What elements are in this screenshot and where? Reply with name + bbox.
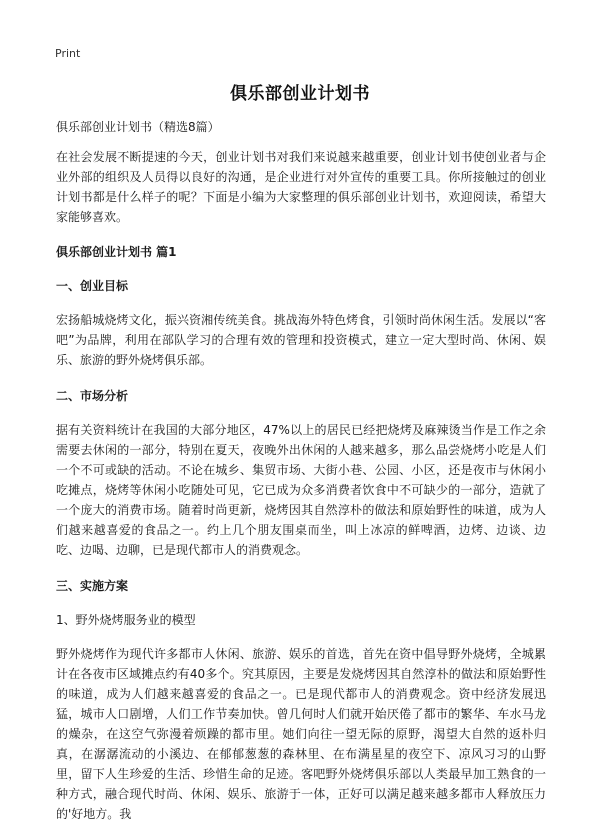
section-heading-plan: 三、实施方案 (56, 579, 129, 593)
section-goal-text: 宏扬船城烧烤文化，振兴资湘传统美食。挑战海外特色烤食，引领时尚休闲生活。发展以“客吧”为品牌，利用在部队学习的合理有效的管理和投资模式，建立一定大型时尚、休闲、娱乐、旅游的野外烧烤俱乐部。 (56, 313, 546, 367)
document-subtitle: 俱乐部创业计划书（精选8篇） (56, 120, 220, 134)
section-heading-market: 二、市场分析 (56, 389, 129, 403)
document-title: 俱乐部创业计划书 (230, 84, 370, 104)
document-body (56, 117, 546, 824)
section-market-text: 据有关资料统计在我国的大部分地区，47%以上的居民已经把烧烤及麻辣烫当作是工作之余需要去休闲的一部分，特别在夏天，夜晚外出休闲的人越来越多，那么品尝烧烤小吃是人们一个不可或缺的活动。不论在城乡、集贸市场、大街小巷、公园、小区，还是夜市与休闲小吃摊点，烧烤等休闲小吃随处可见，它已成为众多消费者饮食中不可缺少的一部分，造就了一个庞大的消费市场。随着时尚更新，烧烤因其自然淳朴的做法和原始野性的味道，成为人们越来越喜爱的食品之一。约上几个朋友围桌而坐，叫上冰凉的鲜啤酒，边烤、边谈、边吃、边喝、边聊，已是现代都市人的消费观念。 (56, 423, 546, 557)
subsection-model-text: 野外烧烤作为现代许多都市人休闲、旅游、娱乐的首选，首先在资中倡导野外烧烤，全城累计在各夜市区域摊点约有40多个。究其原因，主要是发烧烤因其自然淳朴的做法和原始野性的味道，成为人们越来越喜爱的食品之一。已是现代都市人的消费观念。资中经济发展迅猛，城市人口剧增，人们工作节奏加快。曾几何时人们就开始厌倦了都市的繁华、车水马龙的燥杂，在这空气弥漫着烦躁的都市里。她们向往一望无际的原野，渴望大自然的返朴归真，在潺潺流动的小溪边、在郁郁葱葱的森林里、在布满星星的夜空下、凉风习习的山野里，留下人生珍爱的生活、珍惜生命的足迹。客吧野外烧烤俱乐部以人类最早加工熟食的一种方式，融合现代时尚、休闲、娱乐、旅游于一体，正好可以满足越来越多都市人释放压力的'好地方。我 (56, 647, 546, 821)
section-heading-goal: 一、创业目标 (56, 279, 129, 293)
part-heading: 俱乐部创业计划书 篇1 (56, 245, 177, 259)
intro-paragraph: 在社会发展不断提速的今天，创业计划书对我们来说越来越重要，创业计划书使创业者与企业外部的组织及人员得以良好的沟通，是企业进行对外宣传的重要工具。你所接触过的创业计划书都是什么样子的呢？下面是小编为大家整理的俱乐部创业计划书，欢迎阅读，希望大家能够喜欢。 (56, 150, 546, 224)
print-label[interactable]: Print (55, 47, 81, 60)
subsection-heading-model: 1、野外烧烤服务业的模型 (56, 613, 196, 627)
